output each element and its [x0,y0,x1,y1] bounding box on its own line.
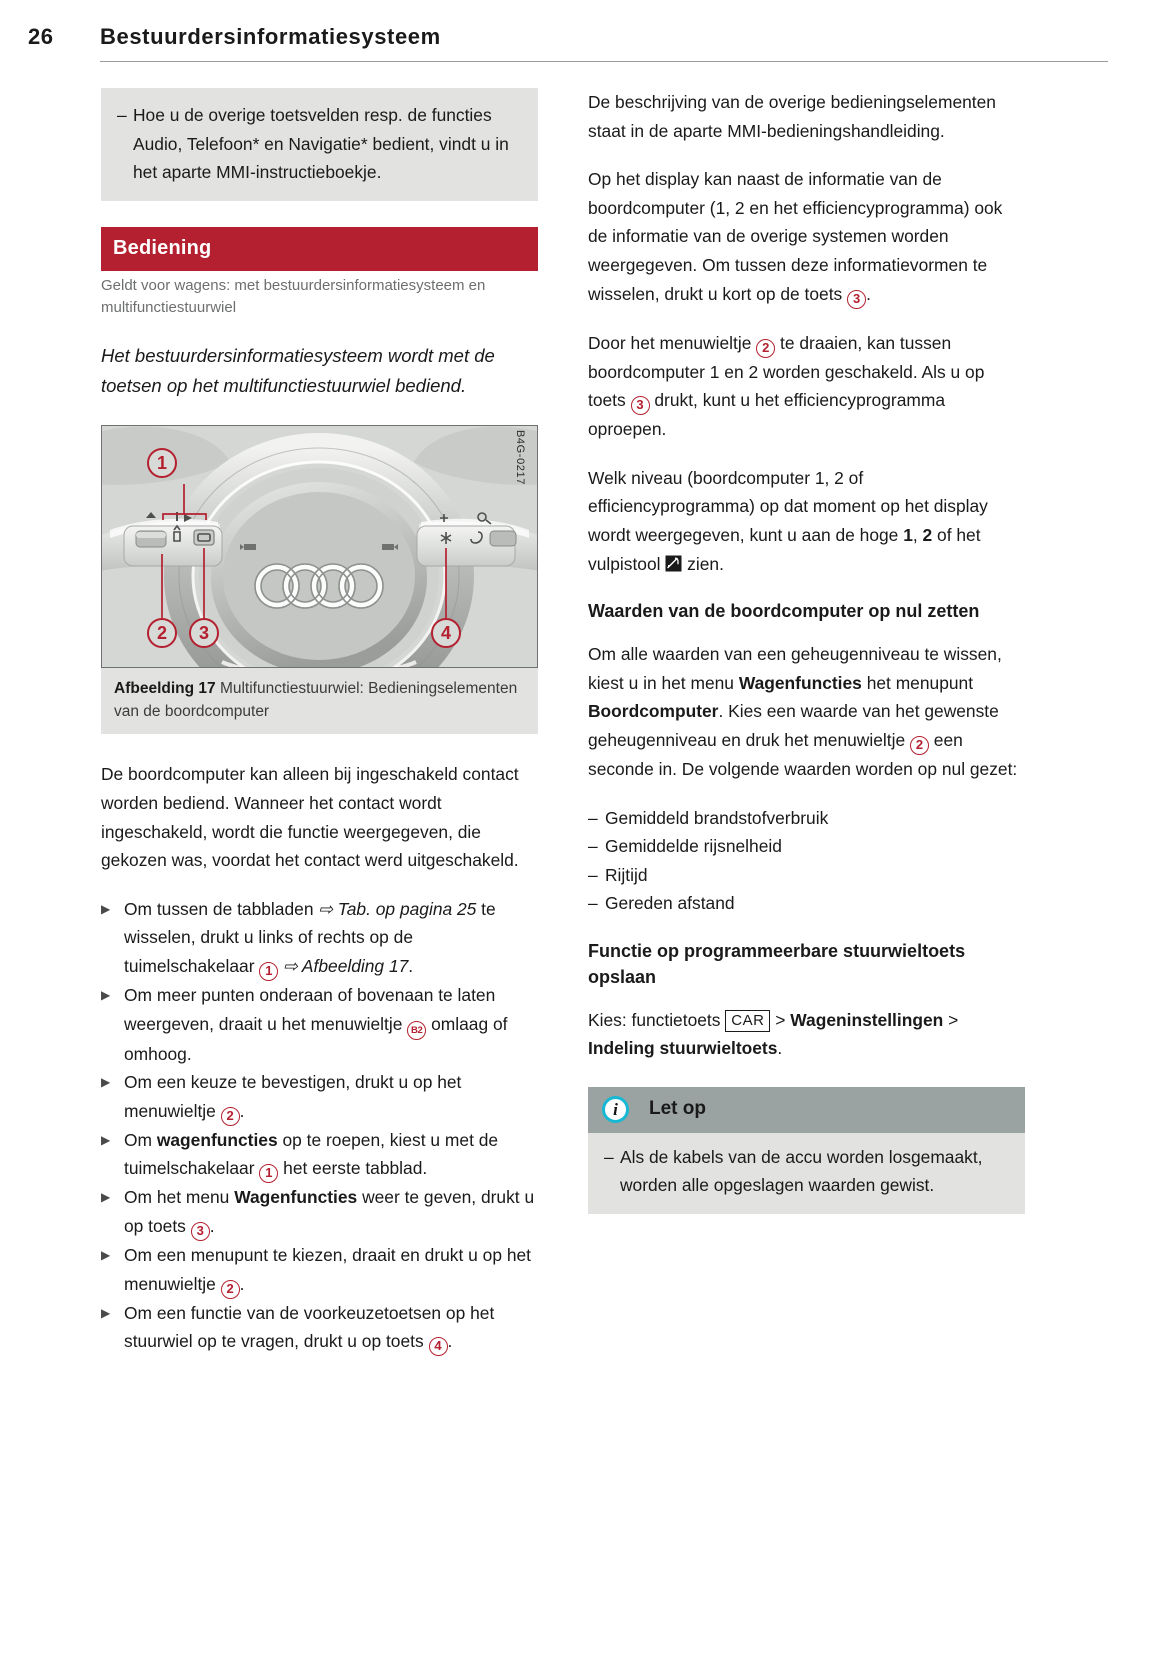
list-item [101,1299,538,1357]
list-item-label: Gemiddeld brandstofverbruik [605,807,829,828]
bullet-text-part: Om een menupunt te kiezen, draait en drukt u op het menuwieltje [124,1244,531,1294]
bullet-text [124,895,538,981]
list-item [101,1068,538,1126]
paragraph-text-part: te draaien, kan tussen boordcomputer 1 en 2 worden geschakeld. Als u op toets [588,332,985,411]
info-icon: i [602,1096,629,1123]
bullet-text-part: . [239,1273,245,1294]
header-divider [100,61,1108,62]
left-column [101,88,538,1356]
figure-callout-4: 4 [431,618,461,648]
list-item-label: Gereden afstand [605,893,735,914]
bullet-text-part: weer te geven, drukt u op toets [124,1187,535,1236]
bullet-marker: ▶ [101,987,111,1002]
bullet-text-part: Om meer punten onderaan of bovenaan te laten weergeven, draait u het menuwieltje [124,984,496,1034]
menu-name: Boordcomputer [588,701,719,722]
note-title: Let op [649,1098,706,1120]
list-item [588,832,1025,861]
bullet-marker: ▶ [101,1132,111,1147]
paragraph-text-part: het menupunt [861,672,974,693]
circled-number-2: 2 [221,1107,240,1126]
paragraph-text-part: , [912,524,923,545]
circled-number-3: 3 [191,1222,210,1241]
circled-number-2: 2 [756,339,775,358]
right-paragraph-level [588,464,1025,578]
bullet-text [124,1299,538,1357]
page-title: Bestuurdersinformatiesysteem [100,24,441,49]
bullet-marker: ▶ [101,1305,111,1320]
bullet-marker: ▶ [101,1075,111,1090]
note-grey-box [101,88,538,201]
figure-code: B4G-0217 [514,430,526,486]
list-item-label: Rijtijd [605,864,648,885]
dash-marker: – [117,105,127,125]
figure-17 [101,425,538,734]
bullet-text-part: . [209,1215,215,1236]
menu-name: Wagenfuncties [738,672,862,693]
paragraph-text-part: Kies: functietoets [588,1009,726,1030]
cross-reference: ⇨ Afbeelding 17 [278,955,409,976]
figure-callout-1: 1 [147,448,177,478]
paragraph-text-part: > [943,1009,959,1030]
paragraph-text-part: > [770,1009,791,1030]
dash-marker: – [588,893,598,914]
note-text: Als de kabels van de accu worden losgemaakt, worden alle opgeslagen waarden gewist. [620,1146,983,1196]
paragraph-text-part: drukt, kunt u het efficiencyprogramma oproepen. [588,390,946,440]
circled-number-3: 3 [631,396,650,415]
level-value-1: 1 [903,524,913,545]
paragraph-text-part: Door het menuwieltje [588,332,757,353]
paragraph-text-part: . [866,283,871,304]
note-body [588,1133,1025,1214]
circled-number-2: 2 [910,736,929,755]
reset-values-list [588,804,1025,918]
figure-caption [101,668,538,734]
bullet-marker: ▶ [101,901,111,916]
section-heading-bediening: Bediening [101,227,538,272]
heading-store-function: Functie op programmeerbare stuurwieltoets opslaan [588,940,966,987]
paragraph-text-part: . [777,1038,783,1059]
grey-box-item [117,101,522,187]
note-item [604,1143,1009,1200]
right-paragraph-wheel [588,329,1025,444]
bullet-text [124,1241,538,1299]
page-header [28,24,1108,50]
figure-callout-3: 3 [189,618,219,648]
list-item [588,889,1025,918]
paragraph-text-part: . Kies een waarde van het gewenste geheugenniveau en druk het menuwieltje [588,701,999,750]
right-paragraph-store [588,1006,1025,1063]
car-key-button[interactable]: CAR [725,1010,770,1032]
bullet-text-part: Om [124,1129,157,1150]
dash-marker: – [588,864,598,885]
level-value-2: 2 [922,524,933,545]
circled-number-1: 1 [259,1164,278,1183]
figure-callout-2: 2 [147,618,177,648]
bullet-text [124,1126,538,1184]
bullet-marker: ▶ [101,1247,111,1262]
grey-box-text: Hoe u de overige toetsvelden resp. de functies Audio, Telefoon* en Navigatie* bedient, vindt u in het aparte MMI-instructieboekje. [133,105,509,183]
list-item [101,1241,538,1299]
right-paragraph-display [588,165,1025,308]
menu-name: Indeling stuurwieltoets [588,1038,778,1059]
circled-number-2: 2 [221,1280,240,1299]
bullet-text-part: . [239,1100,245,1121]
list-item [101,895,538,981]
note-box-let-op [588,1087,1025,1214]
paragraph-text-part: of het vulpistool [588,524,981,574]
bullet-text-part: Om tussen de tabbladen [124,898,319,919]
paragraph-text-part: Welk niveau (boordcomputer 1, 2 of efficiencyprogramma) op dat moment op het display wordt weergegeven, kunt u aan de hoge [588,467,988,545]
bullet-text-part: Om het menu [124,1187,235,1208]
bullet-text-part: Om een keuze te bevestigen, drukt u op het menuwieltje [124,1072,462,1121]
bullet-text-part: het eerste tabblad. [278,1158,428,1179]
circled-number-3: 3 [847,290,866,309]
heading-reset-values: Waarden van de boordcomputer op nul zetten [588,601,980,622]
circled-label-b2: B2 [407,1021,426,1040]
figure-caption-number: Afbeelding 17 [114,680,216,698]
dash-marker: – [588,836,598,857]
list-item-label: Gemiddelde rijsnelheid [605,836,782,857]
dash-marker: – [588,807,598,828]
page-number: 26 [28,24,54,49]
fuel-pump-icon [665,552,682,569]
paragraph-text-part: Om alle waarden van een geheugenniveau te wissen, kiest u in het menu [588,644,1002,693]
figure-caption-text: Multifunctiestuurwiel: Bedieningselementen van de boordcomputer [114,680,518,721]
bullet-text-part: op te roepen, kiest u met de tuimelschakelaar [124,1129,499,1179]
intro-italic-text: Het bestuurdersinformatiesysteem wordt met de toetsen op het multifunctiestuurwiel bediend. [101,345,495,397]
circled-number-4: 4 [429,1337,448,1356]
circled-number-1: 1 [259,962,278,981]
menu-name: Wageninstellingen [790,1009,944,1030]
list-item [101,981,538,1068]
right-paragraph-reset [588,640,1025,783]
applies-to-text: Geldt voor wagens: met bestuurdersinformatiesysteem en multifunctiestuurwiel [101,277,486,317]
right-column [588,88,1025,1214]
dash-marker: – [604,1146,614,1167]
menu-name: wagenfuncties [156,1129,278,1150]
paragraph-text-part: Op het display kan naast de informatie van de boordcomputer (1, 2 en het efficiencyprogramma) ook de informatie van de overige systemen worden weergegeven. Om tussen deze informatievormen te wisselen, drukt u kort op de toets [588,169,1003,304]
right-paragraph-mmi: De beschrijving van de overige bedieningselementen staat in de aparte MMI-bedieningshandleiding. [588,92,996,141]
paragraph-text-part: zien. [682,553,724,574]
list-item [588,804,1025,833]
bullet-text-part: omlaag of omhoog. [124,1013,508,1064]
bullet-text-part: . [447,1331,453,1352]
cross-reference: ⇨ Tab. op pagina 25 [318,898,477,919]
paragraph-text-part: een seconde in. De volgende waarden worden op nul gezet: [588,729,1018,779]
operation-bullet-list [101,895,538,1356]
bullet-text-part: Om een functie van de voorkeuzetoetsen op het stuurwiel op te vragen, drukt u op toets [124,1302,495,1352]
bullet-text [124,1068,538,1126]
steering-wheel-illustration [101,425,538,668]
bullet-text [124,981,538,1068]
bullet-text-part: te wisselen, drukt u links of rechts op de tuimelschakelaar [124,898,496,976]
list-item [101,1126,538,1184]
bullet-marker: ▶ [101,1190,111,1205]
list-item [101,1183,538,1241]
bullet-text-part: . [408,955,414,976]
menu-name: Wagenfuncties [234,1187,358,1208]
note-header [588,1087,1025,1133]
bullet-text [124,1183,538,1241]
left-body-paragraph: De boordcomputer kan alleen bij ingeschakeld contact worden bediend. Wanneer het contact wordt ingeschakeld, wordt die functie weergegeven, die gekozen was, voordat het contact werd uitgeschakeld. [101,764,519,871]
list-item [588,861,1025,890]
